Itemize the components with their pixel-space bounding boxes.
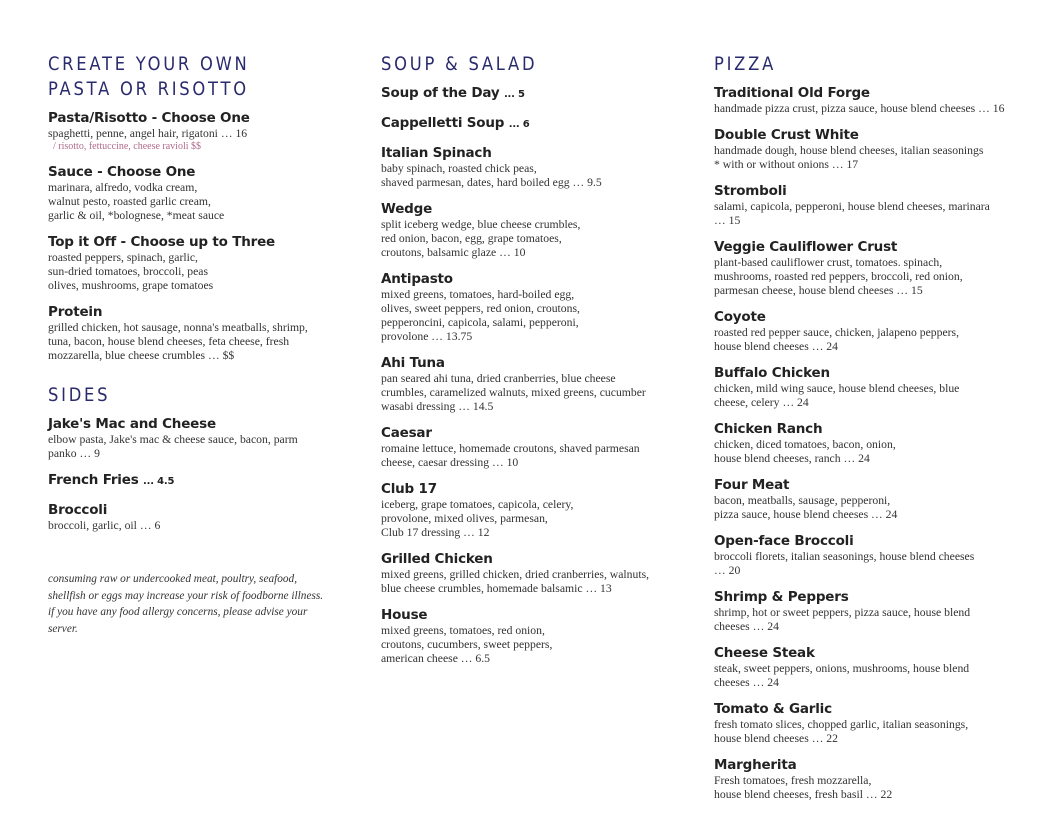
menu-item <box>714 84 1024 116</box>
menu-item-header <box>714 420 1024 438</box>
menu-item <box>714 700 1024 746</box>
menu-item-header <box>714 644 1024 662</box>
menu-item <box>714 308 1024 354</box>
menu-item-name: Chicken Ranch <box>714 421 823 437</box>
menu-item-header <box>48 501 338 519</box>
menu-item-name: Four Meat <box>714 477 790 493</box>
menu-item-header <box>714 532 1024 550</box>
menu-item <box>381 354 676 414</box>
menu-item-name: Ahi Tuna <box>381 355 445 371</box>
menu-item-header <box>381 354 676 372</box>
column-soup-salad <box>381 52 676 676</box>
menu-item <box>381 84 676 104</box>
section-title-sides: SIDES <box>48 384 111 406</box>
menu-item-name: Top it Off - Choose up to Three <box>48 234 276 250</box>
pasta-item-list <box>48 109 338 363</box>
soup-salad-item-list <box>381 84 676 666</box>
menu-item <box>714 588 1024 634</box>
menu-item-note: / risotto, fettuccine, cheese ravioli $$ <box>53 141 202 152</box>
menu-item-name: Open-face Broccoli <box>714 533 854 549</box>
menu-item <box>714 182 1024 228</box>
menu-item-description: broccoli, garlic, oil … 6 <box>48 519 161 532</box>
menu-item-header <box>714 84 1024 102</box>
section-title-pizza: PIZZA <box>714 53 777 75</box>
menu-item-name: Antipasto <box>381 271 453 287</box>
menu-item-description: chicken, diced tomatoes, bacon, onion, house blend cheeses, ranch … 24 <box>714 438 896 465</box>
menu-item <box>381 270 676 344</box>
menu-item <box>381 606 676 666</box>
menu-item-name: Wedge <box>381 201 433 217</box>
menu-item <box>381 200 676 260</box>
menu-item-description: split iceberg wedge, blue cheese crumbles, red onion, bacon, egg, grape tomatoes, croutons, balsamic glaze … 10 <box>381 218 581 259</box>
menu-item-name: Pasta/Risotto - Choose One <box>48 110 250 126</box>
menu-item-header <box>714 364 1024 382</box>
menu-item-name: Veggie Cauliflower Crust <box>714 239 898 255</box>
menu-item <box>714 420 1024 466</box>
menu-item-name: Jake's Mac and Cheese <box>48 416 216 432</box>
menu-item-header <box>381 84 676 104</box>
menu-item-price: ... 5 <box>503 89 525 100</box>
menu-item-header <box>714 476 1024 494</box>
menu-item <box>714 126 1024 172</box>
menu-item-header <box>381 550 676 568</box>
menu-item-name: Margherita <box>714 757 797 773</box>
menu-item-name: Broccoli <box>48 502 108 518</box>
menu-item-name: Double Crust White <box>714 127 859 143</box>
menu-item-name: Sauce - Choose One <box>48 164 196 180</box>
section-title-create-pasta: CREATE YOUR OWN PASTA OR RISOTTO <box>48 53 250 100</box>
menu-item-name: Cappelletti Soup <box>381 115 505 131</box>
menu-item-description: romaine lettuce, homemade croutons, shaved parmesan cheese, caesar dressing … 10 <box>381 442 640 469</box>
menu-item-header <box>48 109 338 127</box>
menu-item-description: grilled chicken, hot sausage, nonna's meatballs, shrimp, tuna, bacon, house blend cheeses, feta cheese, fresh mozzarella, blue cheese crumbles … $$ <box>48 321 308 362</box>
menu-item-description: baby spinach, roasted chick peas, shaved parmesan, dates, hard boiled egg … 9.5 <box>381 162 602 189</box>
menu-item-description: salami, capicola, pepperoni, house blend cheeses, marinara … 15 <box>714 200 990 227</box>
menu-item <box>48 471 338 491</box>
menu-item <box>381 424 676 470</box>
sides-item-list <box>48 415 338 533</box>
menu-item-header <box>714 126 1024 144</box>
menu-item-description: elbow pasta, Jake's mac & cheese sauce, bacon, parm panko … 9 <box>48 433 298 460</box>
menu-item-header <box>381 480 676 498</box>
menu-item-header <box>48 471 338 491</box>
menu-item-header <box>381 200 676 218</box>
menu-item-description: iceberg, grape tomatoes, capicola, celery, provolone, mixed olives, parmesan, Club 17 dressing … 12 <box>381 498 574 539</box>
menu-item-name: Italian Spinach <box>381 145 492 161</box>
menu-item-description: chicken, mild wing sauce, house blend cheeses, blue cheese, celery … 24 <box>714 382 960 409</box>
menu-item-price: ... 4.5 <box>143 476 175 487</box>
menu-item <box>48 109 338 153</box>
menu-item-name: Coyote <box>714 309 766 325</box>
menu-item-header <box>381 144 676 162</box>
menu-item-description: mixed greens, grilled chicken, dried cranberries, walnuts, blue cheese crumbles, homemade balsamic … 13 <box>381 568 650 595</box>
menu-item-description: handmade dough, house blend cheeses, italian seasonings * with or without onions … 17 <box>714 144 984 171</box>
menu-item-header <box>714 588 1024 606</box>
menu-item-header <box>48 233 338 251</box>
menu-item-name: Grilled Chicken <box>381 551 493 567</box>
menu-item-name: Club 17 <box>381 481 437 497</box>
menu-item <box>48 303 338 363</box>
menu-item <box>381 550 676 596</box>
menu-item-name: Buffalo Chicken <box>714 365 830 381</box>
menu-item <box>48 233 338 293</box>
menu-item-name: Traditional Old Forge <box>714 85 870 101</box>
menu-item <box>714 756 1024 802</box>
menu-item-name: Shrimp & Peppers <box>714 589 849 605</box>
column-pasta-sides <box>48 52 338 637</box>
menu-item-description: handmade pizza crust, pizza sauce, house blend cheeses … 16 <box>714 102 1005 115</box>
pizza-item-list <box>714 84 1024 802</box>
menu-item-description: roasted red pepper sauce, chicken, jalapeno peppers, house blend cheeses … 24 <box>714 326 959 353</box>
menu-item-description: mixed greens, tomatoes, hard-boiled egg, olives, sweet peppers, red onion, croutons, pepperoncini, capicola, salami, pepperoni, provolone … 13.75 <box>381 288 580 343</box>
menu-item-header <box>48 303 338 321</box>
menu-item-header <box>381 606 676 624</box>
menu-item <box>714 644 1024 690</box>
menu-item-description: shrimp, hot or sweet peppers, pizza sauce, house blend cheeses … 24 <box>714 606 971 633</box>
menu-item-description: fresh tomato slices, chopped garlic, italian seasonings, house blend cheeses … 22 <box>714 718 969 745</box>
menu-item-header <box>381 270 676 288</box>
menu-item-description: spaghetti, penne, angel hair, rigatoni … 16 <box>48 127 248 140</box>
menu-item-description: steak, sweet peppers, onions, mushrooms, house blend cheeses … 24 <box>714 662 970 689</box>
section-title-soup-salad: SOUP & SALAD <box>381 53 538 75</box>
menu-item-header <box>48 415 338 433</box>
menu-item-header <box>714 700 1024 718</box>
menu-item <box>381 144 676 190</box>
menu-item-description: roasted peppers, spinach, garlic, sun-dried tomatoes, broccoli, peas olives, mushrooms, grape tomatoes <box>48 251 214 292</box>
menu-item-name: Tomato & Garlic <box>714 701 832 717</box>
menu-item-header <box>381 114 676 134</box>
menu-item-description: marinara, alfredo, vodka cream, walnut pesto, roasted garlic cream, garlic & oil, *bolognese, *meat sauce <box>48 181 225 222</box>
menu-item-name: Soup of the Day <box>381 85 500 101</box>
menu-item-price: ... 6 <box>508 119 530 130</box>
menu-item <box>381 114 676 134</box>
menu-item-name: Cheese Steak <box>714 645 815 661</box>
menu-item-header <box>714 238 1024 256</box>
menu-item-description: broccoli florets, italian seasonings, house blend cheeses … 20 <box>714 550 975 577</box>
menu-item <box>48 415 338 461</box>
menu-item <box>48 163 338 223</box>
menu-item-name: Protein <box>48 304 103 320</box>
menu-item-header <box>48 163 338 181</box>
menu-item <box>714 238 1024 298</box>
menu-item-description: pan seared ahi tuna, dried cranberries, blue cheese crumbles, caramelized walnuts, mixed greens, cucumber wasabi dressing … 14.5 <box>381 372 646 413</box>
menu-item <box>714 532 1024 578</box>
menu-item-header <box>714 308 1024 326</box>
menu-item-header <box>381 424 676 442</box>
menu-item-description: bacon, meatballs, sausage, pepperoni, pizza sauce, house blend cheeses … 24 <box>714 494 898 521</box>
menu-item-name: Caesar <box>381 425 432 441</box>
menu-item-header <box>714 756 1024 774</box>
food-safety-disclaimer: consuming raw or undercooked meat, poultry, seafood, shellfish or eggs may increase your risk of foodborne illness. if you have any food allergy concerns, please advise your server. <box>48 573 324 635</box>
menu-item-description: mixed greens, tomatoes, red onion, croutons, cucumbers, sweet peppers, american cheese … 6.5 <box>381 624 553 665</box>
column-pizza <box>714 52 1024 812</box>
menu-item <box>714 476 1024 522</box>
menu-item <box>48 501 338 533</box>
menu-item <box>714 364 1024 410</box>
menu-item <box>381 480 676 540</box>
menu-item-name: House <box>381 607 428 623</box>
menu-item-header <box>714 182 1024 200</box>
menu-item-description: Fresh tomatoes, fresh mozzarella, house blend cheeses, fresh basil … 22 <box>714 774 893 801</box>
menu-item-name: Stromboli <box>714 183 787 199</box>
menu-item-description: plant-based cauliflower crust, tomatoes. spinach, mushrooms, roasted red peppers, broccoli, red onion, parmesan cheese, house blend cheeses … 15 <box>714 256 963 297</box>
menu-item-name: French Fries <box>48 472 139 488</box>
